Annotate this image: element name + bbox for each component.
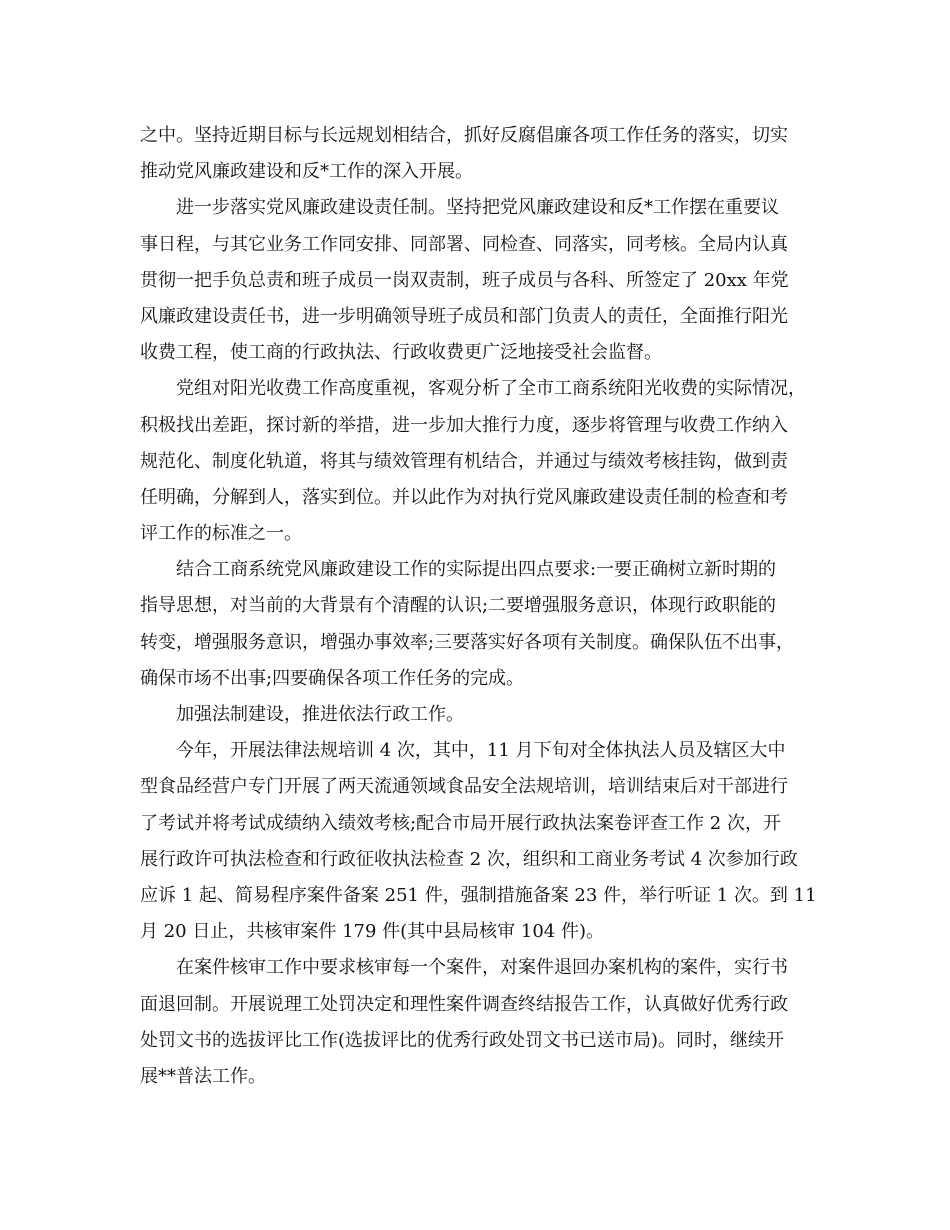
paragraph: [140, 371, 830, 552]
text-line: 结合工商系统党风廉政建设工作的实际提出四点要求:一要正确树立新时期的: [176, 559, 777, 581]
text-line: 评工作的标准之一。: [140, 523, 302, 545]
text-line: 事日程，与其它业务工作同安排、同部署、同检查、同落实，同考核。全局内认真: [140, 233, 788, 255]
text-line: 贯彻一把手负总责和班子成员一岗双责制，班子成员与各科、所签定了 20xx 年党: [140, 269, 789, 291]
text-line: 确保市场不出事;四要确保各项工作任务的完成。: [140, 667, 525, 689]
document-body: [140, 118, 830, 1095]
text-line: 指导思想，对当前的大背景有个清醒的认识;二要增强服务意识，体现行政职能的: [140, 595, 777, 617]
text-line: 今年，开展法律法规培训 4 次，其中，11 月下旬对全体执法人员及辖区大中: [176, 740, 786, 762]
text-line: 展**普法工作。: [140, 1065, 266, 1087]
text-line: 加强法制建设，推进依法行政工作。: [176, 704, 464, 725]
paragraph: [140, 190, 830, 371]
text-line: 风廉政建设责任书，进一步明确领导班子成员和部门负责人的责任，全面推行阳光: [140, 305, 788, 327]
text-line: 了考试并将考试成绩纳入绩效考核;配合市局开展行政执法案卷评查工作 2 次，开: [140, 812, 781, 834]
paragraph: [140, 697, 830, 733]
text-line: 之中。坚持近期目标与长远规划相结合，抓好反腐倡廉各项工作任务的落实，切实: [140, 125, 788, 146]
text-line: 月 20 日止，共核审案件 179 件(其中县局核审 104 件)。: [140, 921, 604, 943]
paragraph: [140, 118, 830, 190]
paragraph: [140, 552, 830, 697]
text-line: 展行政许可执法检查和行政征收执法检查 2 次，组织和工商业务考试 4 次参加行政: [140, 848, 798, 870]
text-line: 规范化、制度化轨道，将其与绩效管理有机结合，并通过与绩效考核挂钩，做到责: [140, 450, 788, 472]
text-line: 型食品经营户专门开展了两天流通领域食品安全法规培训，培训结束后对干部进行: [140, 776, 788, 798]
text-line: 收费工程，使工商的行政执法、行政收费更广泛地接受社会监督。: [140, 342, 662, 364]
paragraph: [140, 733, 830, 950]
text-line: 推动党风廉政建设和反*工作的深入开展。: [140, 161, 473, 183]
text-line: 转变，增强服务意识，增强办事效率;三要落实好各项有关制度。确保队伍不出事，: [140, 631, 795, 653]
paragraph: [140, 950, 830, 1095]
text-line: 处罚文书的选拔评比工作(选拔评比的优秀行政处罚文书已送市局)。同时，继续开: [140, 1029, 785, 1051]
text-line: 应诉 1 起、简易程序案件备案 251 件，强制措施备案 23 件，举行听证 1 次。到 11: [140, 884, 817, 906]
text-line: 面退回制。开展说理工处罚决定和理性案件调查终结报告工作，认真做好优秀行政: [140, 993, 788, 1015]
text-line: 在案件核审工作中要求核审每一个案件，对案件退回办案机构的案件，实行书: [176, 957, 788, 979]
text-line: 党组对阳光收费工作高度重视，客观分析了全市工商系统阳光收费的实际情况，: [176, 378, 806, 400]
text-line: 积极找出差距，探讨新的举措，进一步加大推行力度，逐步将管理与收费工作纳入: [140, 414, 788, 436]
text-line: 任明确，分解到人，落实到位。并以此作为对执行党风廉政建设责任制的检查和考: [140, 486, 788, 508]
text-line: 进一步落实党风廉政建设责任制。坚持把党风廉政建设和反*工作摆在重要议: [176, 197, 779, 219]
